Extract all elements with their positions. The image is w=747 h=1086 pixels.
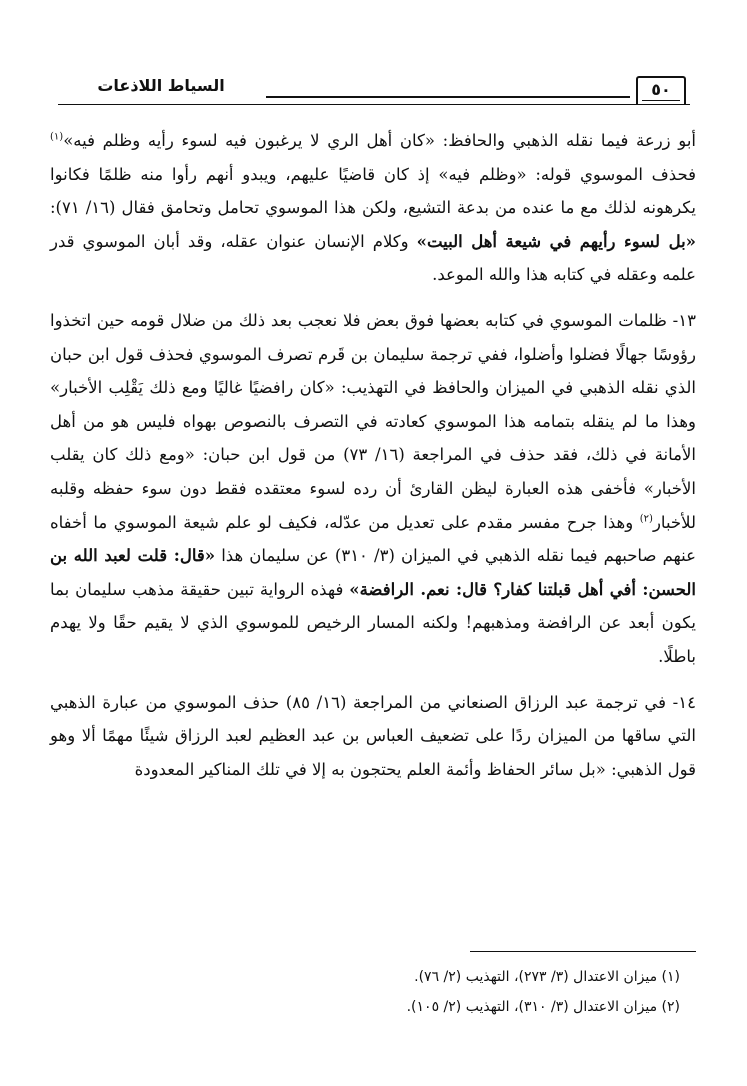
text-run: فهذه الرواية تبين حقيقة مذهب سليمان بما يكون أبعد عن الرافضة ومذهبهم! ولكنه المسار الرخيص للموسوي الذي لا يقيم حقًا ولا يهدم باطلًا. — [50, 579, 696, 666]
paragraph — [50, 304, 696, 674]
text-run: أبو زرعة فيما نقله الذهبي والحافظ: «كان أهل الري لا يرغبون فيه لسوء رأيه وظلم فيه» — [63, 131, 696, 150]
text-run: وهذا جرح مفسر مقدم على تعديل من عدّله، فكيف لو علم شيعة الموسوي ما أخفاه عنهم صاحبهم فيما نقله الذهبي في الميزان (٣/ ٣١٠) عن سليمان هذا — [50, 512, 696, 566]
header-rule — [266, 96, 630, 98]
text-run: فحذف الموسوي قوله: «وظلم فيه» إذ كان قاضيًا عليهم، ويبدو أنهم رأوا منه ظلمًا فكانوا يكرهونه لذلك مع ما عنده من بدعة التشيع، ولكن هذا الموسوي تحامل وتحامق فقال (١٦/ ٧١): — [50, 164, 697, 218]
paragraph — [50, 124, 696, 292]
footnote-marker: (١) — [50, 131, 64, 143]
running-header — [58, 72, 690, 106]
footnotes — [50, 962, 680, 1022]
text-run: ١٣- ظلمات الموسوي في كتابه بعضها فوق بعض فلا نعجب بعد ذلك من ضلال قومه حين اتخذوا رؤوسًا جهالًا فضلوا وأضلوا، ففي ترجمة سليمان بن قَرم تصرف الموسوي فحذف قول ابن حبان الذي نقله الذهبي في الميزان والحافظ في التهذيب: «كان رافضيًا غاليًا ومع ذلك يَقْلِب الأخبار» وهذا ما لم ينقله بتمامه هذا الموسوي كعادته في التصرف بالنصوص بهواه فليس هو من أهل الأمانة في ذلك، فقد حذف في المراجعة (١٦/ ٧٣) من قول ابن حبان: «ومع ذلك كان يقلب الأخبار» فأخفى هذه العبارة ليظن القارئ أن رده لسوء معتقده فقط دون سوء حفظه وقلبه للأخبار — [50, 310, 696, 532]
footnote-marker: (٢) — [639, 513, 653, 525]
footnote-separator — [470, 951, 696, 952]
footnote-2: (٢) ميزان الاعتدال (٣/ ٣١٠)، التهذيب (٢/ ١٠٥). — [406, 999, 680, 1015]
footnote-1: (١) ميزان الاعتدال (٣/ ٢٧٣)، التهذيب (٢/ ٧٦). — [414, 969, 680, 985]
body-text — [50, 124, 696, 786]
bold-quote: «قال: قلت لعبد الله بن الحسن: أفي أهل قبلتنا كفار؟ قال: نعم. الرافضة» — [50, 546, 697, 599]
header-baseline — [58, 104, 690, 105]
text-run: وكلام الإنسان عنوان عقله، وقد أبان الموسوي قدر علمه وعقله في كتابه هذا والله الموعد. — [50, 231, 696, 285]
bold-quote: «بل لسوء رأيهم في شيعة أهل البيت» — [416, 231, 696, 251]
running-title: السياط اللاذعات — [97, 76, 225, 95]
paragraph — [50, 686, 696, 787]
text-run: ١٤- في ترجمة عبد الرزاق الصنعاني من المراجعة (١٦/ ٨٥) حذف الموسوي من عبارة الذهبي التي ساقها من الميزان ردًا على تضعيف العباس بن عبد العظيم لعبد الرزاق شيئًا مهمًا ألا وهو قول الذهبي: «بل سائر الحفاظ وأئمة العلم يحتجون به إلا في تلك المناكير المعدودة — [50, 692, 696, 779]
page-number: ٥٠ — [636, 76, 686, 104]
